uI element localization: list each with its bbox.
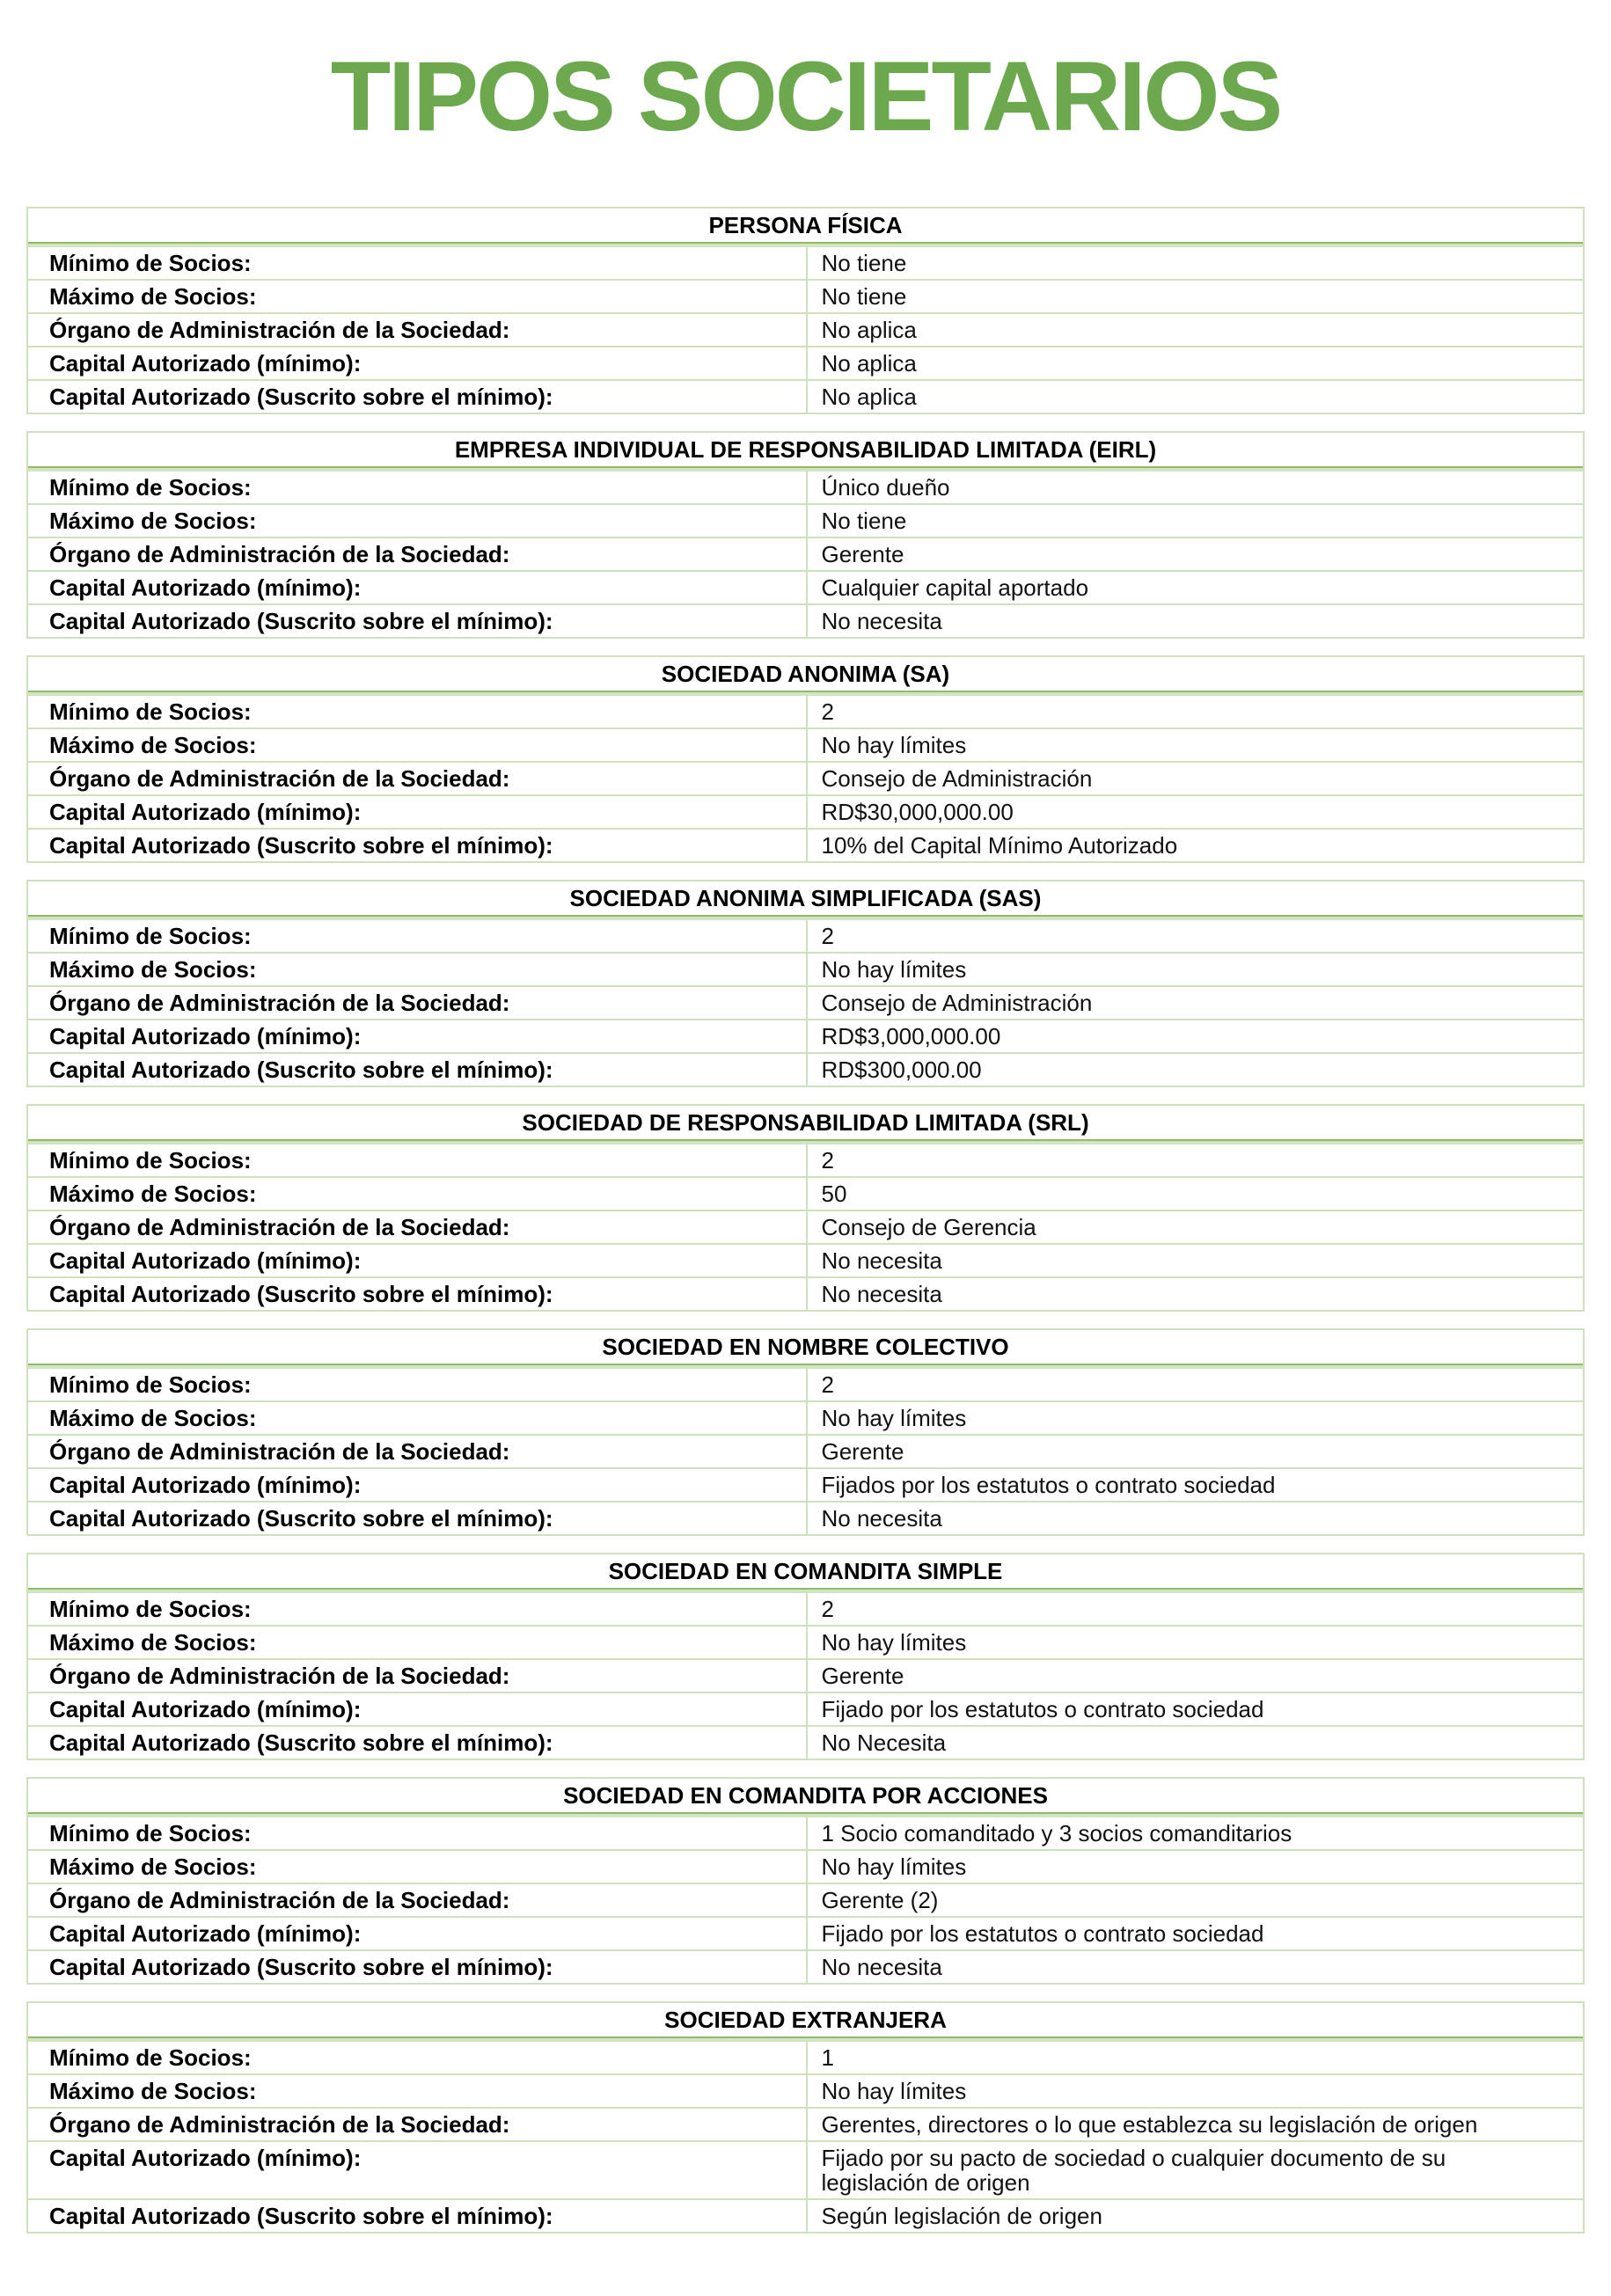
table-row	[28, 1052, 1583, 1086]
table-rows	[28, 2042, 1583, 2232]
row-value: Según legislación de origen	[806, 2200, 1584, 2232]
row-value: Fijados por los estatutos o contrato sociedad	[806, 1469, 1584, 1501]
table-rows	[28, 1144, 1583, 1310]
row-value: 2	[806, 920, 1584, 952]
row-value: Fijado por los estatutos o contrato sociedad	[806, 1918, 1584, 1949]
table-row	[28, 537, 1583, 570]
table-row	[28, 828, 1583, 861]
table-row	[28, 1593, 1583, 1625]
table-row	[28, 1849, 1583, 1883]
row-label: Capital Autorizado (mínimo):	[49, 798, 362, 825]
society-table	[26, 655, 1585, 863]
row-label: Capital Autorizado (Suscrito sobre el mínimo):	[49, 831, 553, 859]
table-row	[28, 1210, 1583, 1243]
row-label: Órgano de Administración de la Sociedad:	[49, 764, 510, 792]
row-value: Fijado por su pacto de sociedad o cualquier documento de su legislación de origen	[806, 2142, 1584, 2198]
row-label: Órgano de Administración de la Sociedad:	[49, 540, 510, 567]
row-label: Capital Autorizado (Suscrito sobre el mínimo):	[49, 1056, 553, 1083]
row-value: No necesita	[806, 1951, 1584, 1983]
row-value: No necesita	[806, 1278, 1584, 1310]
table-title: SOCIEDAD ANONIMA (SA)	[661, 660, 950, 687]
society-table	[26, 1104, 1585, 1312]
table-row	[28, 952, 1583, 985]
row-label: Órgano de Administración de la Sociedad:	[49, 1886, 510, 1913]
row-label: Órgano de Administración de la Sociedad:	[49, 1662, 510, 1689]
table-row	[28, 1369, 1583, 1400]
row-label: Capital Autorizado (Suscrito sobre el mínimo):	[49, 607, 553, 634]
row-value: No tiene	[806, 505, 1584, 537]
table-row	[28, 2073, 1583, 2107]
row-value: Gerentes, directores o lo que establezca su legislación de origen	[806, 2109, 1584, 2140]
row-label: Mínimo de Socios:	[49, 473, 252, 501]
row-label: Capital Autorizado (Suscrito sobre el mínimo):	[49, 2202, 553, 2229]
table-row	[28, 728, 1583, 761]
row-value: No necesita	[806, 1245, 1584, 1276]
row-label: Capital Autorizado (Suscrito sobre el mínimo):	[49, 1729, 553, 1756]
row-label: Capital Autorizado (Suscrito sobre el mínimo):	[49, 1504, 553, 1532]
table-row	[28, 247, 1583, 279]
table-row	[28, 2042, 1583, 2073]
table-row	[28, 1625, 1583, 1658]
table-rows	[28, 920, 1583, 1086]
table-row	[28, 1658, 1583, 1692]
table-row	[28, 1501, 1583, 1534]
society-table	[26, 2001, 1585, 2234]
society-table	[26, 1553, 1585, 1760]
row-value: 50	[806, 1178, 1584, 1210]
row-label: Capital Autorizado (mínimo):	[49, 2144, 362, 2171]
row-label: Capital Autorizado (mínimo):	[49, 349, 362, 377]
row-label: Máximo de Socios:	[49, 1853, 257, 1880]
table-row	[28, 985, 1583, 1019]
table-row	[28, 379, 1583, 413]
row-label: Órgano de Administración de la Sociedad:	[49, 316, 510, 343]
table-title: PERSONA FÍSICA	[708, 211, 903, 238]
row-value: RD$300,000.00	[806, 1054, 1584, 1086]
table-title: SOCIEDAD EN COMANDITA POR ACCIONES	[563, 1781, 1048, 1809]
table-row	[28, 1467, 1583, 1501]
table-row	[28, 1883, 1583, 1916]
row-value: 2	[806, 696, 1584, 728]
society-table	[26, 880, 1585, 1087]
table-row	[28, 2140, 1583, 2198]
row-value: No necesita	[806, 605, 1584, 637]
row-value: RD$3,000,000.00	[806, 1020, 1584, 1052]
row-label: Órgano de Administración de la Sociedad:	[49, 1213, 510, 1240]
row-label: Órgano de Administración de la Sociedad:	[49, 2110, 510, 2138]
table-row	[28, 1144, 1583, 1176]
row-value: Gerente	[806, 538, 1584, 570]
table-row	[28, 1400, 1583, 1434]
row-value: No hay límites	[806, 1851, 1584, 1883]
table-rows	[28, 696, 1583, 861]
table-title: SOCIEDAD EN NOMBRE COLECTIVO	[602, 1333, 1009, 1360]
row-value: No hay límites	[806, 954, 1584, 985]
table-row	[28, 1949, 1583, 1983]
table-title: SOCIEDAD ANONIMA SIMPLIFICADA (SAS)	[569, 884, 1042, 911]
row-value: No Necesita	[806, 1727, 1584, 1759]
table-rows	[28, 1593, 1583, 1759]
row-value: No aplica	[806, 381, 1584, 413]
row-label: Capital Autorizado (mínimo):	[49, 1022, 362, 1049]
table-row	[28, 1916, 1583, 1949]
row-value: Gerente	[806, 1660, 1584, 1692]
row-value: No necesita	[806, 1503, 1584, 1534]
row-value: No hay límites	[806, 2075, 1584, 2107]
table-row	[28, 2198, 1583, 2232]
society-table	[26, 1328, 1585, 1536]
row-value: RD$30,000,000.00	[806, 796, 1584, 828]
table-row	[28, 472, 1583, 503]
table-row	[28, 1434, 1583, 1467]
row-label: Órgano de Administración de la Sociedad:	[49, 989, 510, 1016]
row-label: Máximo de Socios:	[49, 1404, 257, 1431]
table-row	[28, 1725, 1583, 1759]
row-label: Capital Autorizado (mínimo):	[49, 1247, 362, 1274]
page-title: TIPOS SOCIETARIOS	[330, 41, 1281, 151]
table-row	[28, 1176, 1583, 1210]
table-title: EMPRESA INDIVIDUAL DE RESPONSABILIDAD LIMITADA (EIRL)	[454, 435, 1157, 463]
row-label: Máximo de Socios:	[49, 2077, 257, 2104]
table-rows	[28, 1817, 1583, 1983]
table-row	[28, 1817, 1583, 1849]
table-row	[28, 279, 1583, 312]
row-label: Máximo de Socios:	[49, 1628, 257, 1656]
table-row	[28, 1276, 1583, 1310]
row-label: Capital Autorizado (Suscrito sobre el mínimo):	[49, 1953, 553, 1980]
row-label: Órgano de Administración de la Sociedad:	[49, 1437, 510, 1465]
row-value: No aplica	[806, 347, 1584, 379]
tables-container	[26, 207, 1585, 2234]
table-row	[28, 696, 1583, 728]
row-label: Mínimo de Socios:	[49, 698, 252, 725]
society-table	[26, 207, 1585, 414]
row-value: Consejo de Administración	[806, 763, 1584, 794]
row-label: Mínimo de Socios:	[49, 922, 252, 949]
table-row	[28, 603, 1583, 637]
table-row	[28, 346, 1583, 379]
row-value: No hay límites	[806, 729, 1584, 761]
table-title: SOCIEDAD EN COMANDITA SIMPLE	[608, 1557, 1003, 1584]
society-table	[26, 431, 1585, 639]
row-value: 10% del Capital Mínimo Autorizado	[806, 830, 1584, 861]
row-value: No tiene	[806, 281, 1584, 312]
table-row	[28, 1019, 1583, 1052]
row-value: 2	[806, 1144, 1584, 1176]
row-value: Cualquier capital aportado	[806, 572, 1584, 603]
society-table	[26, 1777, 1585, 1985]
row-label: Mínimo de Socios:	[49, 1819, 252, 1846]
row-value: 2	[806, 1593, 1584, 1625]
row-label: Mínimo de Socios:	[49, 1595, 252, 1622]
row-value: Gerente (2)	[806, 1884, 1584, 1916]
row-label: Capital Autorizado (mínimo):	[49, 574, 362, 601]
table-rows	[28, 1369, 1583, 1534]
row-label: Capital Autorizado (Suscrito sobre el mínimo):	[49, 1280, 553, 1307]
table-row	[28, 503, 1583, 537]
row-label: Capital Autorizado (mínimo):	[49, 1471, 362, 1498]
row-label: Máximo de Socios:	[49, 282, 257, 310]
table-row	[28, 570, 1583, 603]
row-value: 2	[806, 1369, 1584, 1400]
table-row	[28, 794, 1583, 828]
row-value: Consejo de Administración	[806, 987, 1584, 1019]
table-row	[28, 920, 1583, 952]
row-value: No aplica	[806, 314, 1584, 346]
row-value: Gerente	[806, 1436, 1584, 1467]
row-label: Mínimo de Socios:	[49, 2044, 252, 2071]
row-value: 1	[806, 2042, 1584, 2073]
row-value: No tiene	[806, 247, 1584, 279]
row-value: 1 Socio comanditado y 3 socios comanditarios	[806, 1817, 1584, 1849]
table-row	[28, 312, 1583, 346]
row-label: Máximo de Socios:	[49, 731, 257, 758]
row-value: No hay límites	[806, 1627, 1584, 1658]
row-label: Máximo de Socios:	[49, 507, 257, 534]
row-label: Mínimo de Socios:	[49, 1146, 252, 1174]
table-row	[28, 761, 1583, 794]
table-row	[28, 2107, 1583, 2140]
row-label: Capital Autorizado (Suscrito sobre el mínimo):	[49, 383, 553, 410]
row-value: Único dueño	[806, 472, 1584, 503]
table-row	[28, 1243, 1583, 1276]
row-label: Mínimo de Socios:	[49, 1371, 252, 1398]
table-title: SOCIEDAD DE RESPONSABILIDAD LIMITADA (SRL)	[522, 1108, 1089, 1136]
row-label: Mínimo de Socios:	[49, 249, 252, 276]
row-label: Capital Autorizado (mínimo):	[49, 1695, 362, 1722]
table-rows	[28, 247, 1583, 413]
table-row	[28, 1692, 1583, 1725]
row-label: Máximo de Socios:	[49, 955, 257, 983]
table-title: SOCIEDAD EXTRANJERA	[664, 2006, 947, 2033]
row-value: Fijado por los estatutos o contrato sociedad	[806, 1693, 1584, 1725]
row-label: Máximo de Socios:	[49, 1180, 257, 1207]
row-label: Capital Autorizado (mínimo):	[49, 1919, 362, 1947]
row-value: No hay límites	[806, 1402, 1584, 1434]
row-value: Consejo de Gerencia	[806, 1211, 1584, 1243]
table-rows	[28, 472, 1583, 637]
